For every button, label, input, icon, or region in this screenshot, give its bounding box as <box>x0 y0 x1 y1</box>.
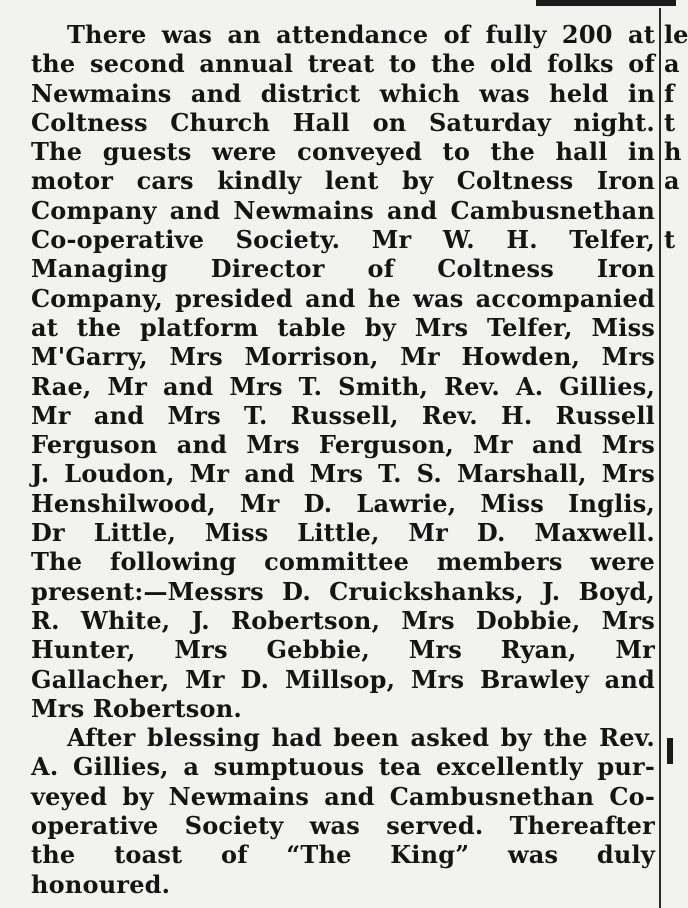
article-line: Company, presided and he was accompanied <box>31 283 655 313</box>
adjacent-letter: t <box>664 107 676 137</box>
article-line: J. Loudon, Mr and Mrs T. S. Marshall, Mrs <box>31 459 655 489</box>
article-line: Mrs Robertson. <box>31 693 242 723</box>
article-line: Managing Director of Coltness Iron <box>31 254 655 284</box>
article-line: operative Society was served. Thereafter <box>31 811 655 841</box>
adjacent-letter: t <box>664 225 676 255</box>
article-line: R. White, J. Robertson, Mrs Dobbie, Mrs <box>31 605 655 635</box>
article-line: After blessing had been asked by the Rev. <box>67 723 655 753</box>
article-body <box>31 20 655 899</box>
article-line: A. Gillies, a sumptuous tea excellently pur- <box>31 752 655 782</box>
top-rule <box>536 0 676 6</box>
article-line: at the platform table by Mrs Telfer, Miss <box>31 312 655 342</box>
article-line: Dr Little, Miss Little, Mr D. Maxwell. <box>31 518 655 548</box>
article-line: M'Garry, Mrs Morrison, Mr Howden, Mrs <box>31 342 655 372</box>
article-line: Henshilwood, Mr D. Lawrie, Miss Inglis, <box>31 488 655 518</box>
article-line: Gallacher, Mr D. Millsop, Mrs Brawley and <box>31 664 655 694</box>
adjacent-column-fragment <box>664 20 688 764</box>
article-line: The following committee members were <box>31 547 655 577</box>
adjacent-letter: a <box>664 166 680 196</box>
article-line: The guests were conveyed to the hall in <box>31 137 655 167</box>
adjacent-letter: f <box>664 78 675 108</box>
article-line: Hunter, Mrs Gebbie, Mrs Ryan, Mr <box>31 635 655 665</box>
article-line: Co-operative Society. Mr W. H. Telfer, <box>31 225 655 255</box>
article-line: the second annual treat to the old folks of <box>31 49 655 79</box>
article-line: Company and Newmains and Cambusnethan <box>31 195 655 225</box>
article-line: Rae, Mr and Mrs T. Smith, Rev. A. Gillies, <box>31 371 655 401</box>
adjacent-letter: a <box>664 49 680 79</box>
article-line: present:—Messrs D. Cruickshanks, J. Boyd, <box>31 576 655 606</box>
article-line: the toast of “The King” was duly <box>31 840 655 870</box>
article-line: Mr and Mrs T. Russell, Rev. H. Russell <box>31 400 655 430</box>
adjacent-letter: h <box>664 137 682 167</box>
article-line: There was an attendance of fully 200 at <box>67 20 655 49</box>
column-divider <box>659 8 661 908</box>
article-line: veyed by Newmains and Cambusnethan Co- <box>31 781 655 811</box>
article-line: Ferguson and Mrs Ferguson, Mr and Mrs <box>31 430 655 460</box>
article-line: Coltness Church Hall on Saturday night. <box>31 107 655 137</box>
article-line: honoured. <box>31 869 171 899</box>
adjacent-column-mark <box>667 738 673 764</box>
article-line: motor cars kindly lent by Coltness Iron <box>31 166 655 196</box>
adjacent-letter: le <box>664 20 688 49</box>
article-line: Newmains and district which was held in <box>31 78 655 108</box>
